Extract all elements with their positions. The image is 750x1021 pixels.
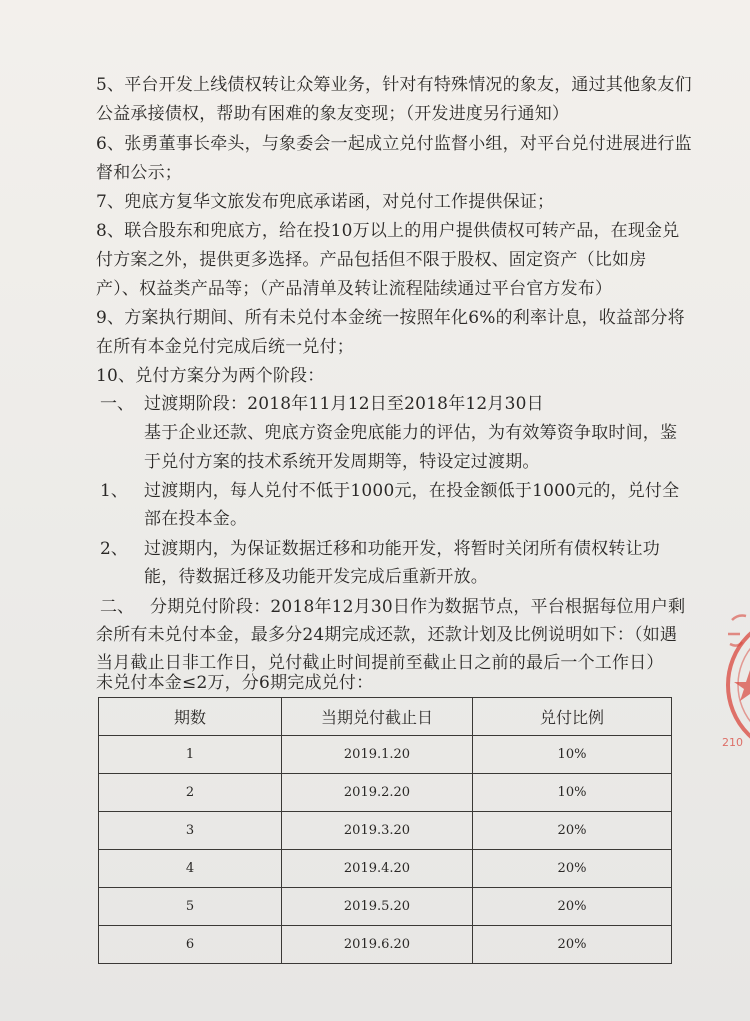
phase-2-marker: 二、 [100,597,134,617]
item-9-line-2: 在所有本金兑付完成后统一兑付； [96,337,354,357]
cell-period: 6 [99,926,282,964]
cell-deadline: 2019.6.20 [282,926,473,964]
item-6-line-1: 6、张勇董事长牵头，与象委会一起成立兑付监督小组，对平台兑付进展进行监 [96,134,692,154]
item-7-line-1: 7、兜底方复华文旅发布兜底承诺函，对兑付工作提供保证； [96,192,555,212]
item-8-line-1: 8、联合股东和兜底方，给在投10万以上的用户提供债权可转产品，在现金兑 [96,221,680,241]
payment-schedule-table [98,697,672,964]
item-5-line-2: 公益承接债权，帮助有困难的象友变现；（开发进度另行通知） [96,104,570,124]
item-10-line-1: 10、兑付方案分为两个阶段： [96,366,325,386]
cell-ratio: 20% [473,850,672,888]
phase-1-item-1-line-1: 过渡期内，每人兑付不低于1000元，在投金额低于1000元的，兑付全 [144,481,680,501]
phase-1-item-1-marker: 1、 [100,481,128,501]
phase-1-item-1-line-2: 部在投本金。 [144,509,248,529]
table-row [99,736,672,774]
table-row [99,774,672,812]
cell-deadline: 2019.5.20 [282,888,473,926]
cell-deadline: 2019.1.20 [282,736,473,774]
cell-period: 5 [99,888,282,926]
cell-ratio: 20% [473,812,672,850]
table-row [99,926,672,964]
phase-1-marker: 一、 [100,394,134,414]
table-header-row [99,698,672,736]
cell-ratio: 20% [473,926,672,964]
header-period: 期数 [99,698,282,736]
item-6-line-2: 督和公示； [96,163,182,183]
table-row [99,888,672,926]
cell-period: 2 [99,774,282,812]
header-ratio: 兑付比例 [473,698,672,736]
item-5-line-1: 5、平台开发上线债权转让众筹业务，针对有特殊情况的象友，通过其他象友们 [96,75,692,95]
table-row [99,812,672,850]
table-caption: 未兑付本金≤2万，分6期完成兑付： [96,673,374,693]
table-row [99,850,672,888]
cell-ratio: 10% [473,774,672,812]
phase-1-body-line-1: 基于企业还款、兜底方资金兜底能力的评估，为有效筹资争取时间，鉴 [144,423,678,443]
phase-2-line-2: 余所有未兑付本金，最多分24期完成还款，还款计划及比例说明如下：（如遇 [96,625,678,645]
cell-ratio: 10% [473,736,672,774]
phase-1-body-line-2: 于兑付方案的技术系统开发周期等，特设定过渡期。 [144,452,540,472]
phase-1-item-2-line-2: 能，待数据迁移及功能开发完成后重新开放。 [144,567,488,587]
phase-1-item-2-line-1: 过渡期内，为保证数据迁移和功能开发，将暂时关闭所有债权转让功 [144,539,660,559]
phase-1-item-2-marker: 2、 [100,539,128,559]
cell-period: 3 [99,812,282,850]
header-deadline: 当期兑付截止日 [282,698,473,736]
item-8-line-3: 产）、权益类产品等；（产品清单及转让流程陆续通过平台官方发布） [96,279,613,299]
cell-deadline: 2019.2.20 [282,774,473,812]
phase-2-line-1: 分期兑付阶段：2018年12月30日作为数据节点，平台根据每位用户剩 [150,597,686,617]
phase-1-title: 过渡期阶段：2018年11月12日至2018年12月30日 [144,394,544,414]
cell-ratio: 20% [473,888,672,926]
phase-2-line-3: 当月截止日非工作日，兑付截止时间提前至截止日之前的最后一个工作日） [96,653,664,673]
company-seal-icon [718,600,750,770]
item-9-line-1: 9、方案执行期间、所有未兑付本金统一按照年化6%的利率计息，收益部分将 [96,308,685,328]
item-8-line-2: 付方案之外，提供更多选择。产品包括但不限于股权、固定资产（比如房 [96,250,647,270]
cell-deadline: 2019.4.20 [282,850,473,888]
cell-deadline: 2019.3.20 [282,812,473,850]
seal-fragment-text: 210 [722,736,743,749]
cell-period: 1 [99,736,282,774]
cell-period: 4 [99,850,282,888]
